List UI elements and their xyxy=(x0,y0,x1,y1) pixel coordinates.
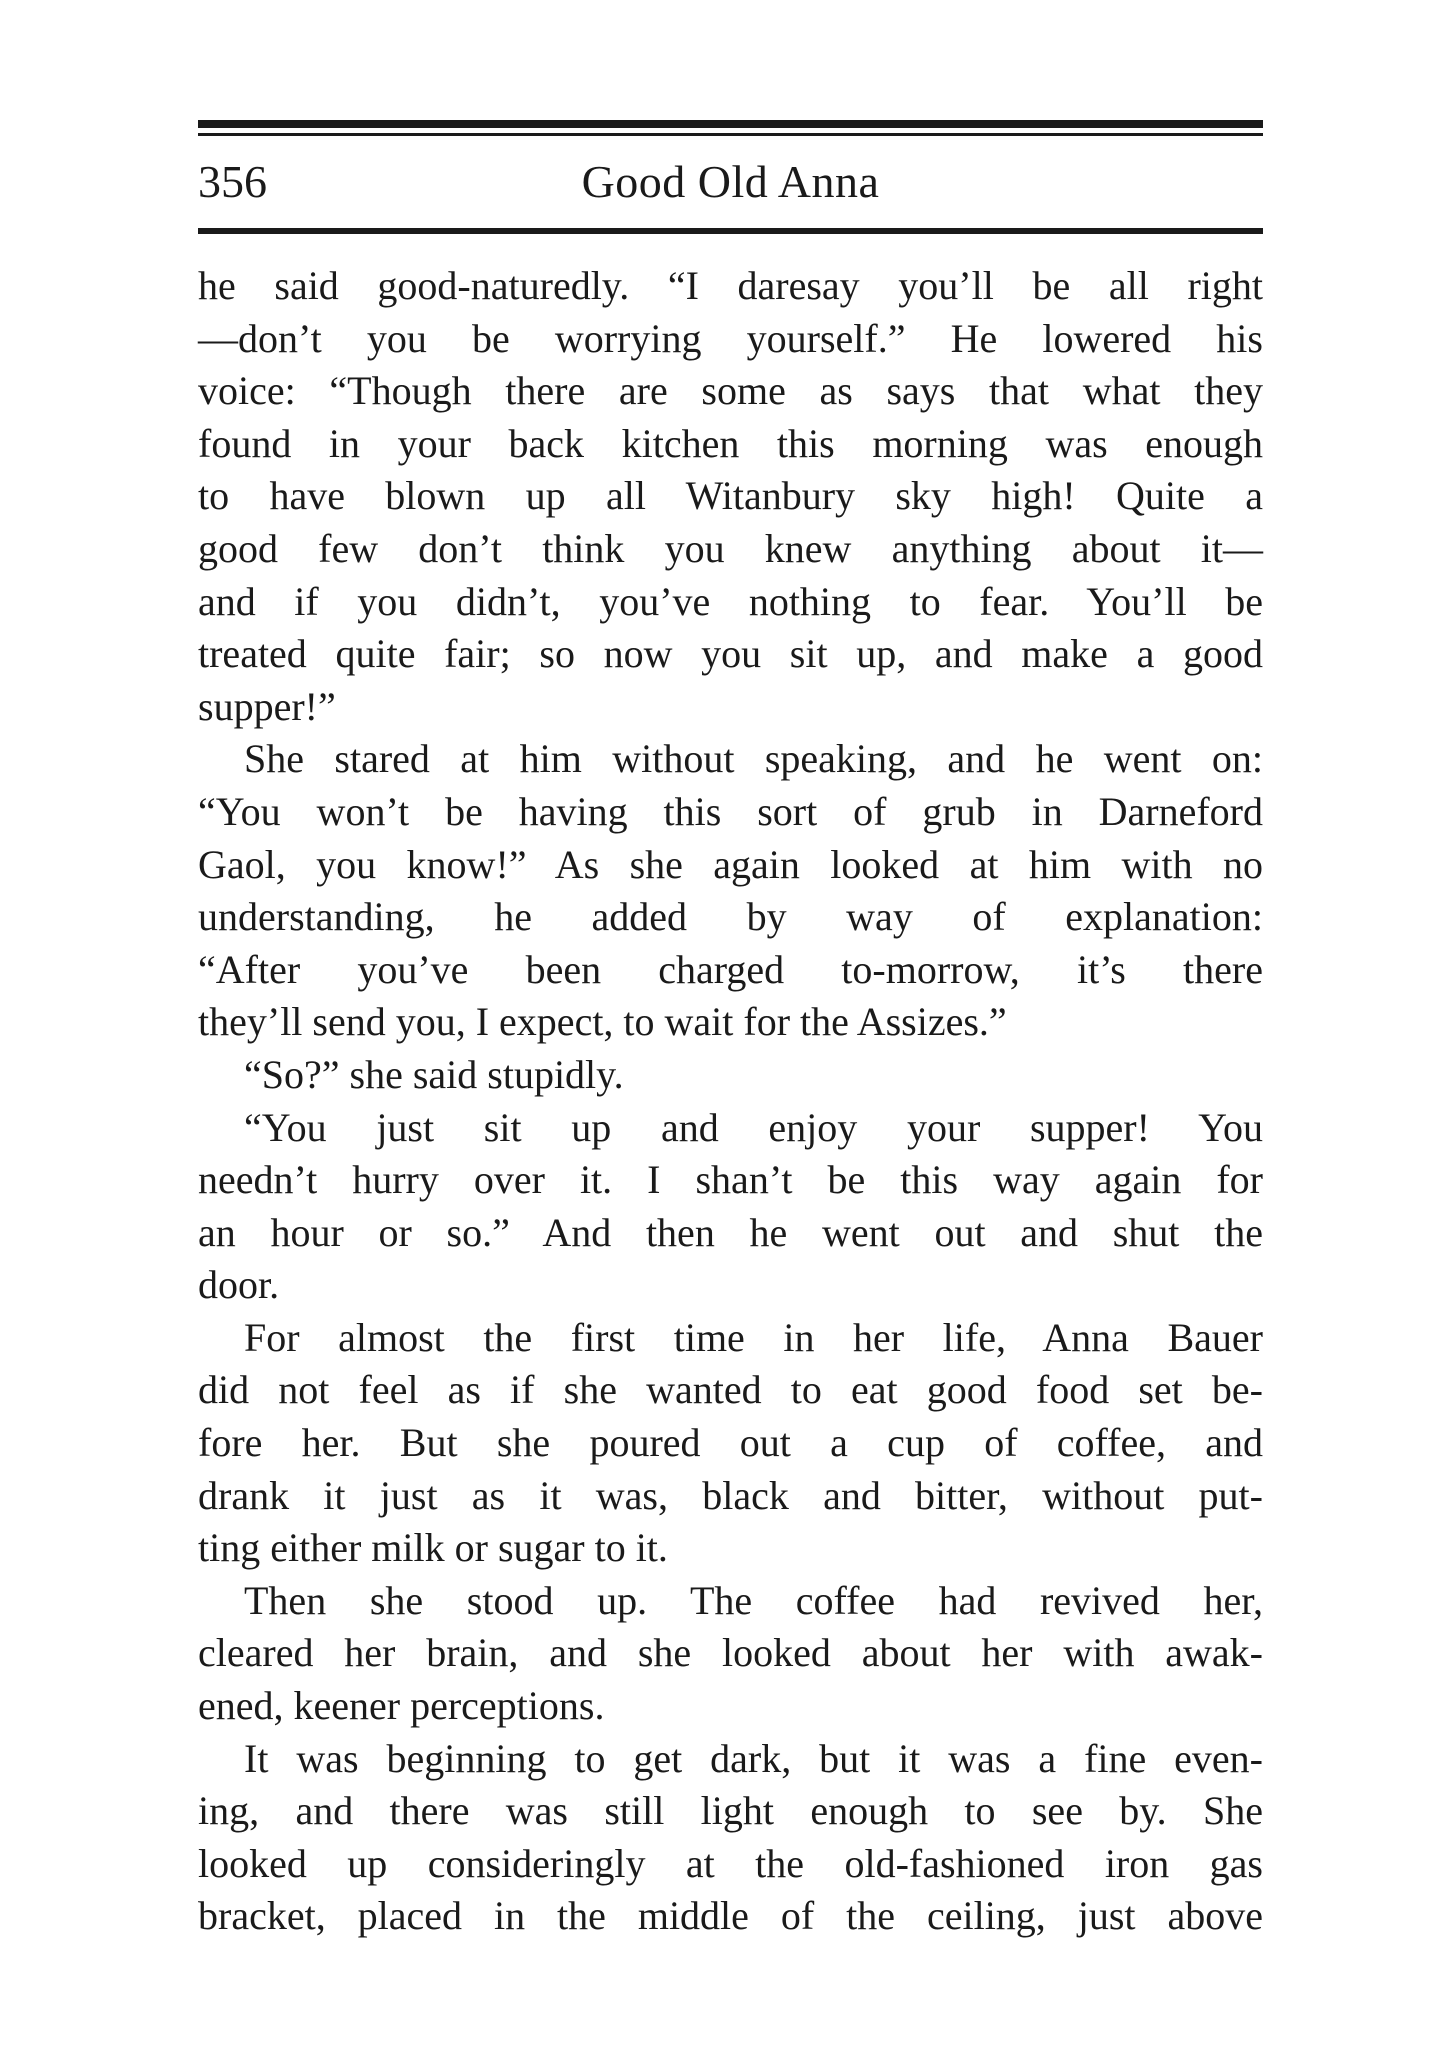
text-line: “So?” she said stupidly. xyxy=(244,1051,624,1097)
text-line: and if you didn’t, you’ve nothing to fear. You’ll be xyxy=(198,578,1263,624)
text-line: they’ll send you, I expect, to wait for the Assizes.” xyxy=(198,999,1007,1045)
header-underline xyxy=(198,228,1263,234)
text-line: did not feel as if she wanted to eat good food set be- xyxy=(198,1367,1263,1413)
text-line: found in your back kitchen this morning was enough xyxy=(198,420,1263,466)
text-line: fore her. But she poured out a cup of coffee, and xyxy=(198,1420,1263,1466)
text-line: —don’t you be worrying yourself.” He lowered his xyxy=(198,315,1263,361)
text-line: he said good-naturedly. “I daresay you’ll be all right xyxy=(198,263,1263,308)
body-text xyxy=(198,260,1263,1943)
text-line: “You just sit up and enjoy your supper! You xyxy=(244,1104,1263,1150)
text-line: supper!” xyxy=(198,683,336,729)
text-line: ened, keener perceptions. xyxy=(198,1683,605,1729)
text-line: door. xyxy=(198,1262,280,1308)
text-line: to have blown up all Witanbury sky high! Quite a xyxy=(198,473,1263,519)
text-line: ting either milk or sugar to it. xyxy=(198,1525,668,1571)
text-line: bracket, placed in the middle of the ceiling, just above xyxy=(198,1893,1263,1939)
text-line: an hour or so.” And then he went out and shut the xyxy=(198,1209,1263,1255)
text-line: treated quite fair; so now you sit up, and make a good xyxy=(198,631,1263,677)
text-line: looked up consideringly at the old-fashioned iron gas xyxy=(198,1840,1263,1886)
text-line: Then she stood up. The coffee had revived her, xyxy=(244,1577,1263,1623)
text-line: voice: “Though there are some as says that what they xyxy=(198,368,1263,414)
running-title: Good Old Anna xyxy=(581,156,880,207)
text-line: understanding, he added by way of explanation: xyxy=(198,894,1263,940)
text-line: Gaol, you know!” As she again looked at him with no xyxy=(198,841,1263,887)
text-line: “You won’t be having this sort of grub in Darneford xyxy=(198,788,1263,834)
text-line: cleared her brain, and she looked about her with awak- xyxy=(198,1630,1263,1676)
text-line: ing, and there was still light enough to see by. She xyxy=(198,1788,1263,1834)
text-line: “After you’ve been charged to-morrow, it’s there xyxy=(198,946,1263,992)
text-line: She stared at him without speaking, and he went on: xyxy=(244,736,1263,782)
header-rule-thick xyxy=(198,120,1263,128)
text-line: needn’t hurry over it. I shan’t be this way again for xyxy=(198,1157,1263,1203)
text-line: drank it just as it was, black and bitter, without put- xyxy=(198,1472,1263,1518)
page-header xyxy=(198,148,1263,218)
text-line: For almost the first time in her life, Anna Bauer xyxy=(244,1314,1263,1360)
header-rule-thin xyxy=(198,133,1263,136)
text-line: good few don’t think you knew anything about it— xyxy=(198,525,1263,571)
page-number: 356 xyxy=(198,156,267,207)
text-line: It was beginning to get dark, but it was a fine even- xyxy=(244,1735,1263,1781)
